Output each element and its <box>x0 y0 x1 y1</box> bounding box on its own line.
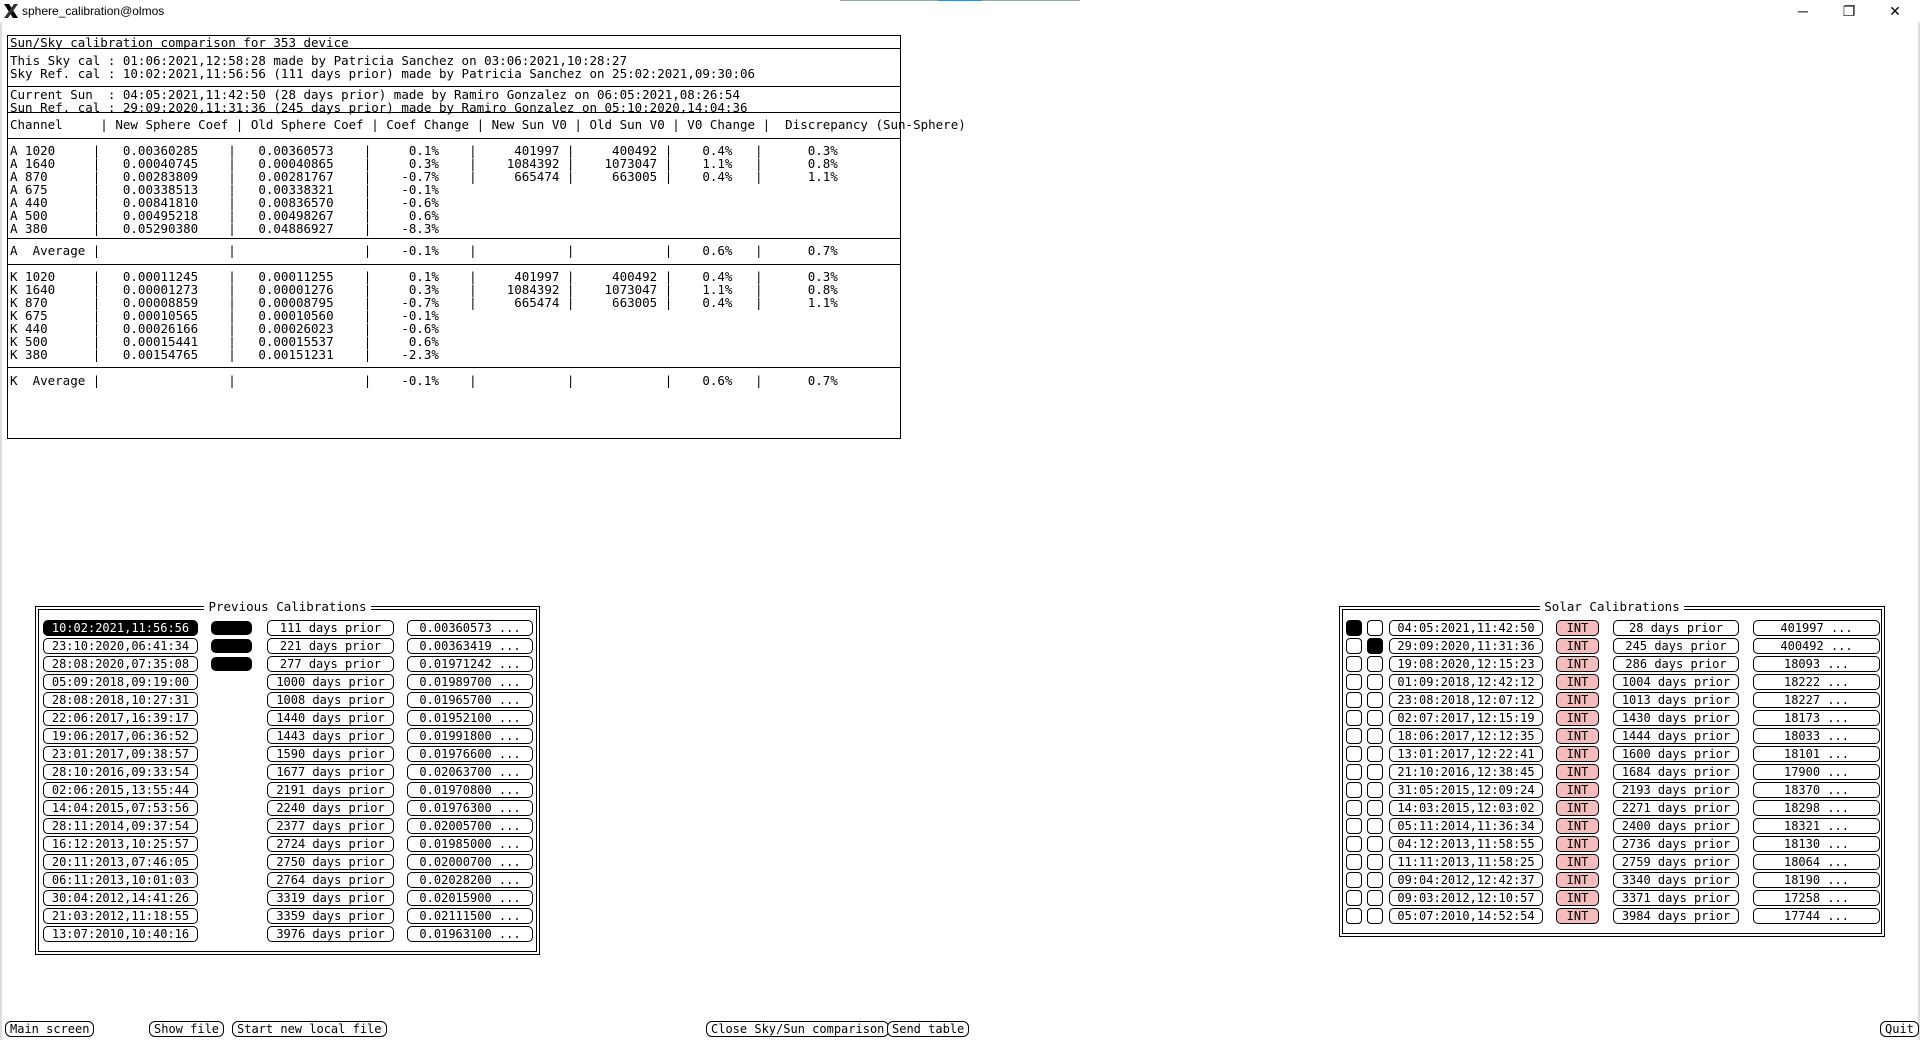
table-row: A 500 | 0.00495218 | 0.00498267 | 0.6% <box>10 208 439 223</box>
prev-cal-coef[interactable]: 0.01970800 ... <box>407 782 533 798</box>
solar-cal-type-badge[interactable]: INT <box>1556 656 1599 672</box>
solar-calibrations-legend <box>1340 599 1884 614</box>
prev-cal-coef[interactable]: 0.02005700 ... <box>407 818 533 834</box>
solar-cal-type-badge[interactable]: INT <box>1556 836 1599 852</box>
solar-reference-checkbox[interactable] <box>1367 764 1383 780</box>
prev-cal-prior[interactable]: 2724 days prior <box>267 836 394 852</box>
prev-cal-coef[interactable]: 0.02015900 ... <box>407 890 533 906</box>
a-average-row: A Average | | | -0.1% | | | 0.6% | 0.7% <box>10 243 838 258</box>
solar-cal-v0[interactable]: 18033 ... <box>1753 728 1880 744</box>
solar-cal-v0[interactable]: 18321 ... <box>1753 818 1880 834</box>
table-row: K 870 | 0.00008859 | 0.00008795 | -0.7% | 665474 | 663005 | 0.4% | 1.1% <box>10 295 838 310</box>
prev-cal-marker[interactable] <box>211 639 252 653</box>
solar-cal-prior[interactable]: 3984 days prior <box>1613 908 1739 924</box>
prev-cal-marker[interactable] <box>211 621 252 635</box>
solar-cal-prior[interactable]: 1600 days prior <box>1613 746 1739 762</box>
solar-cal-date[interactable]: 05:07:2010,14:52:54 <box>1389 908 1543 924</box>
table-row: A 1020 | 0.00360285 | 0.00360573 | 0.1% | 401997 | 400492 | 0.4% | 0.3% <box>10 143 838 158</box>
prev-cal-date[interactable]: 28:08:2018,10:27:31 <box>43 692 198 708</box>
report-a-section <box>8 139 900 239</box>
prev-cal-prior[interactable]: 3976 days prior <box>267 926 394 942</box>
prev-cal-prior[interactable]: 277 days prior <box>267 656 394 672</box>
sky-cal-line: This Sky cal : 01:06:2021,12:58:28 made by Patricia Sanchez on 03:06:2021,10:28:27 <box>10 53 628 68</box>
prev-cal-prior[interactable]: 221 days prior <box>267 638 394 654</box>
prev-cal-coef[interactable]: 0.00360573 ... <box>407 620 533 636</box>
solar-current-checkbox[interactable] <box>1346 908 1362 924</box>
minimize-icon: ─ <box>1798 3 1808 19</box>
solar-cal-type-badge[interactable]: INT <box>1556 908 1599 924</box>
solar-cal-v0[interactable]: 18222 ... <box>1753 674 1880 690</box>
solar-cal-type-badge[interactable]: INT <box>1556 728 1599 744</box>
solar-calibrations-title: Solar Calibrations <box>1540 599 1683 614</box>
solar-cal-prior[interactable]: 1430 days prior <box>1613 710 1739 726</box>
solar-cal-date[interactable]: 18:06:2017,12:12:35 <box>1389 728 1543 744</box>
prev-cal-coef[interactable]: 0.01989700 ... <box>407 674 533 690</box>
prev-cal-coef[interactable]: 0.02000700 ... <box>407 854 533 870</box>
solar-cal-type-badge[interactable]: INT <box>1556 818 1599 834</box>
prev-cal-prior[interactable]: 2191 days prior <box>267 782 394 798</box>
solar-cal-type-badge[interactable]: INT <box>1556 674 1599 690</box>
solar-cal-date[interactable]: 29:09:2020,11:31:36 <box>1389 638 1543 654</box>
table-row: K 675 | 0.00010565 | 0.00010560 | -0.1% <box>10 308 439 323</box>
solar-current-checkbox[interactable] <box>1346 710 1362 726</box>
prev-cal-date[interactable]: 02:06:2015,13:55:44 <box>43 782 198 798</box>
solar-cal-prior[interactable]: 2400 days prior <box>1613 818 1739 834</box>
solar-cal-v0[interactable]: 18190 ... <box>1753 872 1880 888</box>
table-row: A 870 | 0.00283809 | 0.00281767 | -0.7% | 665474 | 663005 | 0.4% | 1.1% <box>10 169 838 184</box>
solar-cal-v0[interactable]: 18227 ... <box>1753 692 1880 708</box>
solar-cal-prior[interactable]: 245 days prior <box>1613 638 1739 654</box>
previous-calibrations-legend <box>36 599 539 614</box>
prev-cal-coef[interactable]: 0.02111500 ... <box>407 908 533 924</box>
solar-cal-type-badge[interactable]: INT <box>1556 800 1599 816</box>
solar-cal-date[interactable]: 23:08:2018,12:07:12 <box>1389 692 1543 708</box>
report-sky-section <box>8 49 900 87</box>
k-average-row: K Average | | | -0.1% | | | 0.6% | 0.7% <box>10 373 838 388</box>
solar-cal-v0[interactable]: 18298 ... <box>1753 800 1880 816</box>
solar-reference-checkbox[interactable] <box>1367 638 1383 654</box>
solar-reference-checkbox[interactable] <box>1367 836 1383 852</box>
solar-cal-prior[interactable]: 1444 days prior <box>1613 728 1739 744</box>
solar-cal-type-badge[interactable]: INT <box>1556 710 1599 726</box>
minimize-button[interactable] <box>1780 0 1826 22</box>
solar-cal-date[interactable]: 11:11:2013,11:58:25 <box>1389 854 1543 870</box>
title-bar <box>0 0 1920 22</box>
report-k-average-section <box>8 368 900 408</box>
close-icon: ✕ <box>1889 2 1901 19</box>
solar-cal-date[interactable]: 31:05:2015,12:09:24 <box>1389 782 1543 798</box>
comparison-report <box>7 35 966 439</box>
report-sun-section <box>8 87 900 113</box>
solar-cal-prior[interactable]: 3371 days prior <box>1613 890 1739 906</box>
current-sun-line: Current Sun : 04:05:2021,11:42:50 (28 days prior) made by Ramiro Gonzalez on 06:05:2021,08:26:54 <box>10 87 740 102</box>
solar-cal-prior[interactable]: 2271 days prior <box>1613 800 1739 816</box>
table-row: K 1640 | 0.00001273 | 0.00001276 | 0.3% | 1084392 | 1073047 | 1.1% | 0.8% <box>10 282 838 297</box>
solar-cal-prior[interactable]: 1004 days prior <box>1613 674 1739 690</box>
x-window-logo-icon <box>2 2 20 20</box>
title-progress-fill <box>938 0 982 1</box>
report-header-section <box>8 36 900 49</box>
solar-cal-v0[interactable]: 18101 ... <box>1753 746 1880 762</box>
report-a-average-section <box>8 239 900 265</box>
prev-cal-prior[interactable]: 1677 days prior <box>267 764 394 780</box>
solar-cal-type-badge[interactable]: INT <box>1556 692 1599 708</box>
solar-current-checkbox[interactable] <box>1346 728 1362 744</box>
solar-cal-prior[interactable]: 2193 days prior <box>1613 782 1739 798</box>
prev-cal-date[interactable]: 16:12:2013,10:25:57 <box>43 836 198 852</box>
solar-cal-date[interactable]: 04:05:2021,11:42:50 <box>1389 620 1543 636</box>
restore-icon: ❐ <box>1842 2 1856 19</box>
prev-cal-date[interactable]: 28:08:2020,07:35:08 <box>43 656 198 672</box>
prev-cal-coef[interactable]: 0.01965700 ... <box>407 692 533 708</box>
prev-cal-date[interactable]: 06:11:2013,10:01:03 <box>43 872 198 888</box>
solar-cal-date[interactable]: 02:07:2017,12:15:19 <box>1389 710 1543 726</box>
prev-cal-date[interactable]: 28:10:2016,09:33:54 <box>43 764 198 780</box>
solar-current-checkbox[interactable] <box>1346 620 1362 636</box>
solar-current-checkbox[interactable] <box>1346 854 1362 870</box>
solar-reference-checkbox[interactable] <box>1367 692 1383 708</box>
prev-cal-coef[interactable]: 0.02028200 ... <box>407 872 533 888</box>
prev-cal-date[interactable]: 19:06:2017,06:36:52 <box>43 728 198 744</box>
solar-current-checkbox[interactable] <box>1346 890 1362 906</box>
solar-reference-checkbox[interactable] <box>1367 872 1383 888</box>
solar-cal-prior[interactable]: 1684 days prior <box>1613 764 1739 780</box>
solar-cal-date[interactable]: 14:03:2015,12:03:02 <box>1389 800 1543 816</box>
solar-cal-date[interactable]: 13:01:2017,12:22:41 <box>1389 746 1543 762</box>
quit-button[interactable]: Quit <box>1880 1021 1919 1037</box>
prev-cal-coef[interactable]: 0.01976300 ... <box>407 800 533 816</box>
prev-cal-prior[interactable]: 111 days prior <box>267 620 394 636</box>
solar-reference-checkbox[interactable] <box>1367 890 1383 906</box>
solar-current-checkbox[interactable] <box>1346 836 1362 852</box>
prev-cal-prior[interactable]: 2240 days prior <box>267 800 394 816</box>
window-frame-left <box>0 22 2 1040</box>
prev-cal-date[interactable]: 05:09:2018,09:19:00 <box>43 674 198 690</box>
prev-cal-date[interactable]: 30:04:2012,14:41:26 <box>43 890 198 906</box>
solar-cal-v0[interactable]: 18093 ... <box>1753 656 1880 672</box>
start-new-local-file-button[interactable]: Start new local file <box>232 1021 387 1037</box>
solar-cal-v0[interactable]: 17744 ... <box>1753 908 1880 924</box>
solar-cal-prior[interactable]: 286 days prior <box>1613 656 1739 672</box>
solar-cal-v0[interactable]: 400492 ... <box>1753 638 1880 654</box>
table-row: K 500 | 0.00015441 | 0.00015537 | 0.6% <box>10 334 439 349</box>
prev-cal-date[interactable]: 22:06:2017,16:39:17 <box>43 710 198 726</box>
solar-cal-prior[interactable]: 2736 days prior <box>1613 836 1739 852</box>
solar-reference-checkbox[interactable] <box>1367 854 1383 870</box>
solar-reference-checkbox[interactable] <box>1367 800 1383 816</box>
report-k-section <box>8 265 900 368</box>
prev-cal-marker[interactable] <box>211 657 252 671</box>
prev-cal-prior[interactable]: 1440 days prior <box>267 710 394 726</box>
solar-current-checkbox[interactable] <box>1346 800 1362 816</box>
solar-reference-checkbox[interactable] <box>1367 620 1383 636</box>
table-row: A 440 | 0.00841810 | 0.00836570 | -0.6% <box>10 195 439 210</box>
maximize-button[interactable] <box>1826 0 1872 22</box>
solar-cal-date[interactable]: 01:09:2018,12:42:12 <box>1389 674 1543 690</box>
solar-reference-checkbox[interactable] <box>1367 710 1383 726</box>
solar-cal-v0[interactable]: 18173 ... <box>1753 710 1880 726</box>
prev-cal-prior[interactable]: 2377 days prior <box>267 818 394 834</box>
solar-cal-date[interactable]: 05:11:2014,11:36:34 <box>1389 818 1543 834</box>
prev-cal-date[interactable]: 20:11:2013,07:46:05 <box>43 854 198 870</box>
solar-reference-checkbox[interactable] <box>1367 908 1383 924</box>
solar-cal-v0[interactable]: 17900 ... <box>1753 764 1880 780</box>
report-columns-section <box>8 113 966 139</box>
solar-current-checkbox[interactable] <box>1346 656 1362 672</box>
table-row: K 440 | 0.00026166 | 0.00026023 | -0.6% <box>10 321 439 336</box>
solar-cal-type-badge[interactable]: INT <box>1556 638 1599 654</box>
prev-cal-prior[interactable]: 2750 days prior <box>267 854 394 870</box>
prev-cal-date[interactable]: 13:07:2010,10:40:16 <box>43 926 198 942</box>
sun-ref-cal-line: Sun Ref. cal : 29:09:2020,11:31:36 (245 days prior) made by Ramiro Gonzalez on 05:10:2020,14:04:36 <box>10 100 748 115</box>
solar-cal-date[interactable]: 04:12:2013,11:58:55 <box>1389 836 1543 852</box>
close-window-button[interactable] <box>1872 0 1918 22</box>
solar-reference-checkbox[interactable] <box>1367 818 1383 834</box>
prev-cal-coef[interactable]: 0.02063700 ... <box>407 764 533 780</box>
solar-cal-v0[interactable]: 401997 ... <box>1753 620 1880 636</box>
report-column-headers: Channel | New Sphere Coef | Old Sphere Coef | Coef Change | New Sun V0 | Old Sun V0 | V0 Change | Discrepancy (Sun-Sphere) <box>10 117 966 132</box>
prev-cal-prior[interactable]: 1008 days prior <box>267 692 394 708</box>
previous-calibrations-title: Previous Calibrations <box>204 599 370 614</box>
solar-cal-v0[interactable]: 18130 ... <box>1753 836 1880 852</box>
main-screen-button[interactable]: Main screen <box>5 1021 94 1037</box>
solar-cal-type-badge[interactable]: INT <box>1556 764 1599 780</box>
solar-cal-prior[interactable]: 28 days prior <box>1613 620 1739 636</box>
table-row: K 380 | 0.00154765 | 0.00151231 | -2.3% <box>10 347 439 362</box>
prev-cal-date[interactable]: 21:03:2012,11:18:55 <box>43 908 198 924</box>
prev-cal-prior[interactable]: 3319 days prior <box>267 890 394 906</box>
solar-reference-checkbox[interactable] <box>1367 674 1383 690</box>
solar-cal-date[interactable]: 19:08:2020,12:15:23 <box>1389 656 1543 672</box>
solar-cal-prior[interactable]: 1013 days prior <box>1613 692 1739 708</box>
solar-cal-prior[interactable]: 3340 days prior <box>1613 872 1739 888</box>
solar-cal-v0[interactable]: 18064 ... <box>1753 854 1880 870</box>
report-header: Sun/Sky calibration comparison for 353 device <box>10 35 349 50</box>
solar-cal-date[interactable]: 09:04:2012,12:42:37 <box>1389 872 1543 888</box>
prev-cal-prior[interactable]: 1590 days prior <box>267 746 394 762</box>
prev-cal-coef[interactable]: 0.01985000 ... <box>407 836 533 852</box>
solar-reference-checkbox[interactable] <box>1367 746 1383 762</box>
solar-current-checkbox[interactable] <box>1346 638 1362 654</box>
close-comparison-button[interactable]: Close Sky/Sun comparison <box>706 1021 889 1037</box>
table-row: A 1640 | 0.00040745 | 0.00040865 | 0.3% | 1084392 | 1073047 | 1.1% | 0.8% <box>10 156 838 171</box>
prev-cal-prior[interactable]: 2764 days prior <box>267 872 394 888</box>
prev-cal-coef[interactable]: 0.01976600 ... <box>407 746 533 762</box>
solar-reference-checkbox[interactable] <box>1367 782 1383 798</box>
sky-ref-cal-line: Sky Ref. cal : 10:02:2021,11:56:56 (111 days prior) made by Patricia Sanchez on 25:02:2021,09:30:06 <box>10 66 756 81</box>
solar-cal-v0[interactable]: 18370 ... <box>1753 782 1880 798</box>
solar-cal-v0[interactable]: 17258 ... <box>1753 890 1880 906</box>
window-title: sphere_calibration@olmos <box>22 4 165 18</box>
table-row: A 380 | 0.05290380 | 0.04886927 | -8.3% <box>10 221 439 236</box>
solar-current-checkbox[interactable] <box>1346 872 1362 888</box>
solar-current-checkbox[interactable] <box>1346 818 1362 834</box>
prev-cal-coef[interactable]: 0.01963100 ... <box>407 926 533 942</box>
prev-cal-date[interactable]: 28:11:2014,09:37:54 <box>43 818 198 834</box>
solar-cal-type-badge[interactable]: INT <box>1556 890 1599 906</box>
solar-cal-type-badge[interactable]: INT <box>1556 620 1599 636</box>
solar-cal-date[interactable]: 09:03:2012,12:10:57 <box>1389 890 1543 906</box>
prev-cal-prior[interactable]: 1000 days prior <box>267 674 394 690</box>
prev-cal-date[interactable]: 23:01:2017,09:38:57 <box>43 746 198 762</box>
table-row: A 675 | 0.00338513 | 0.00338321 | -0.1% <box>10 182 439 197</box>
prev-cal-date[interactable]: 23:10:2020,06:41:34 <box>43 638 198 654</box>
send-table-button[interactable]: Send table <box>887 1021 969 1037</box>
solar-current-checkbox[interactable] <box>1346 692 1362 708</box>
solar-reference-checkbox[interactable] <box>1367 728 1383 744</box>
solar-cal-type-badge[interactable]: INT <box>1556 854 1599 870</box>
solar-current-checkbox[interactable] <box>1346 764 1362 780</box>
prev-cal-date[interactable]: 10:02:2021,11:56:56 <box>43 620 198 636</box>
solar-reference-checkbox[interactable] <box>1367 656 1383 672</box>
prev-cal-coef[interactable]: 0.01952100 ... <box>407 710 533 726</box>
prev-cal-coef[interactable]: 0.01991800 ... <box>407 728 533 744</box>
solar-current-checkbox[interactable] <box>1346 674 1362 690</box>
solar-cal-date[interactable]: 21:10:2016,12:38:45 <box>1389 764 1543 780</box>
prev-cal-coef[interactable]: 0.00363419 ... <box>407 638 533 654</box>
solar-cal-type-badge[interactable]: INT <box>1556 746 1599 762</box>
solar-cal-type-badge[interactable]: INT <box>1556 782 1599 798</box>
solar-current-checkbox[interactable] <box>1346 782 1362 798</box>
show-file-button[interactable]: Show file <box>149 1021 224 1037</box>
solar-cal-prior[interactable]: 2759 days prior <box>1613 854 1739 870</box>
prev-cal-date[interactable]: 14:04:2015,07:53:56 <box>43 800 198 816</box>
prev-cal-prior[interactable]: 3359 days prior <box>267 908 394 924</box>
solar-cal-type-badge[interactable]: INT <box>1556 872 1599 888</box>
prev-cal-coef[interactable]: 0.01971242 ... <box>407 656 533 672</box>
solar-current-checkbox[interactable] <box>1346 746 1362 762</box>
prev-cal-prior[interactable]: 1443 days prior <box>267 728 394 744</box>
table-row: K 1020 | 0.00011245 | 0.00011255 | 0.1% | 401997 | 400492 | 0.4% | 0.3% <box>10 269 838 284</box>
